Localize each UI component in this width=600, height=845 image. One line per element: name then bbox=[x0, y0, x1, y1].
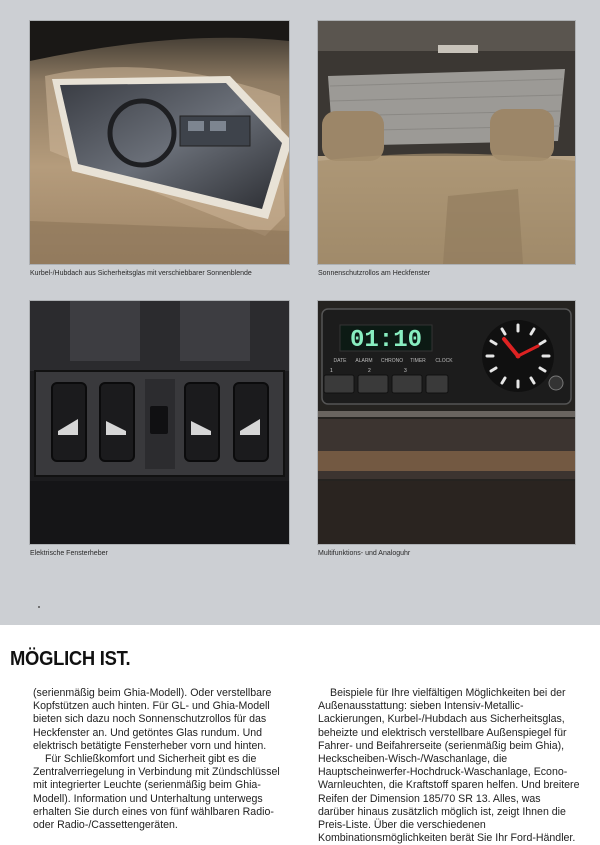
decorative-dot bbox=[38, 606, 40, 608]
clock-label-timer: TIMER bbox=[410, 358, 426, 364]
photo-window-switches bbox=[30, 301, 289, 544]
clock-label-chrono: CHRONO bbox=[380, 358, 404, 364]
clock-label-clock: CLOCK bbox=[435, 358, 453, 364]
photo-caption-window-switches: Elektrische Fensterheber bbox=[30, 550, 108, 557]
text-column-right bbox=[318, 687, 580, 845]
photo-caption-sunroof: Kurbel-/Hubdach aus Sicherheitsglas mit verschiebbarer Sonnenblende bbox=[30, 270, 252, 277]
paragraph: Für Schließkomfort und Sicherheit gibt es die Zentralverriegelung in Verbindung mit Zündschlüssel mit integrierter Leuchte (serienmäßig beim Ghia-Modell). Information und Unterhaltung unterwegs erhalten Sie durch eines von fünf wählbaren Radio- oder Radio-/Cassettengeräten. bbox=[33, 753, 280, 832]
text-column-left bbox=[33, 687, 293, 832]
photo-sunroof bbox=[30, 21, 289, 264]
photo-caption-clock: Multifunktions- und Analoguhr bbox=[318, 550, 411, 557]
page-headline: MÖGLICH IST. bbox=[10, 648, 131, 670]
paragraph: Beispiele für Ihre vielfältigen Möglichkeiten bei der Außenausstattung: sieben Intensiv-Metallic-Lackierungen, Kurbel-/Hubdach aus Sicherheitsglas, beheizte und elektrisch verstellbare Außenspiegel für Fahrer- und Beifahrerseite (serienmäßig beim Ghia), Heckscheiben-Wisch-/Waschanlage, die Hauptscheinwerfer-Hochdruck-Waschanlage, Econo-Warnleuchten, die Kraftstoff sparen helfen. Und breitere Reifen der Dimension 185/70 SR 13. Alles, was darüber hinaus zusätzlich möglich ist, zeigt Ihnen die Preis-Liste. Über die verschiedenen Kombinationsmöglichkeiten berät Sie Ihr Ford-Händler. bbox=[318, 687, 580, 845]
clock-label-date: DATE bbox=[333, 358, 347, 364]
clock-button-label-2: 2 bbox=[368, 368, 371, 374]
photo-clock bbox=[318, 301, 575, 544]
clock-button-label-3: 3 bbox=[404, 368, 407, 374]
clock-label-alarm: ALARM bbox=[355, 358, 373, 364]
clock-button-label-1: 1 bbox=[330, 368, 333, 374]
photo-rear-blinds bbox=[318, 21, 575, 264]
paragraph: (serienmäßig beim Ghia-Modell). Oder verstellbare Kopfstützen auch hinten. Für GL- und Ghia-Modell bieten sich dazu noch Sonnenschutzrollos für das Heckfenster an. Und getöntes Glas rundum. Und elektrisch betätigte Fensterheber vorn und hinten. bbox=[33, 687, 272, 752]
photo-caption-rear-blinds: Sonnenschutzrollos am Heckfenster bbox=[318, 270, 431, 277]
clock-digital-display: 01:10 bbox=[349, 327, 423, 354]
